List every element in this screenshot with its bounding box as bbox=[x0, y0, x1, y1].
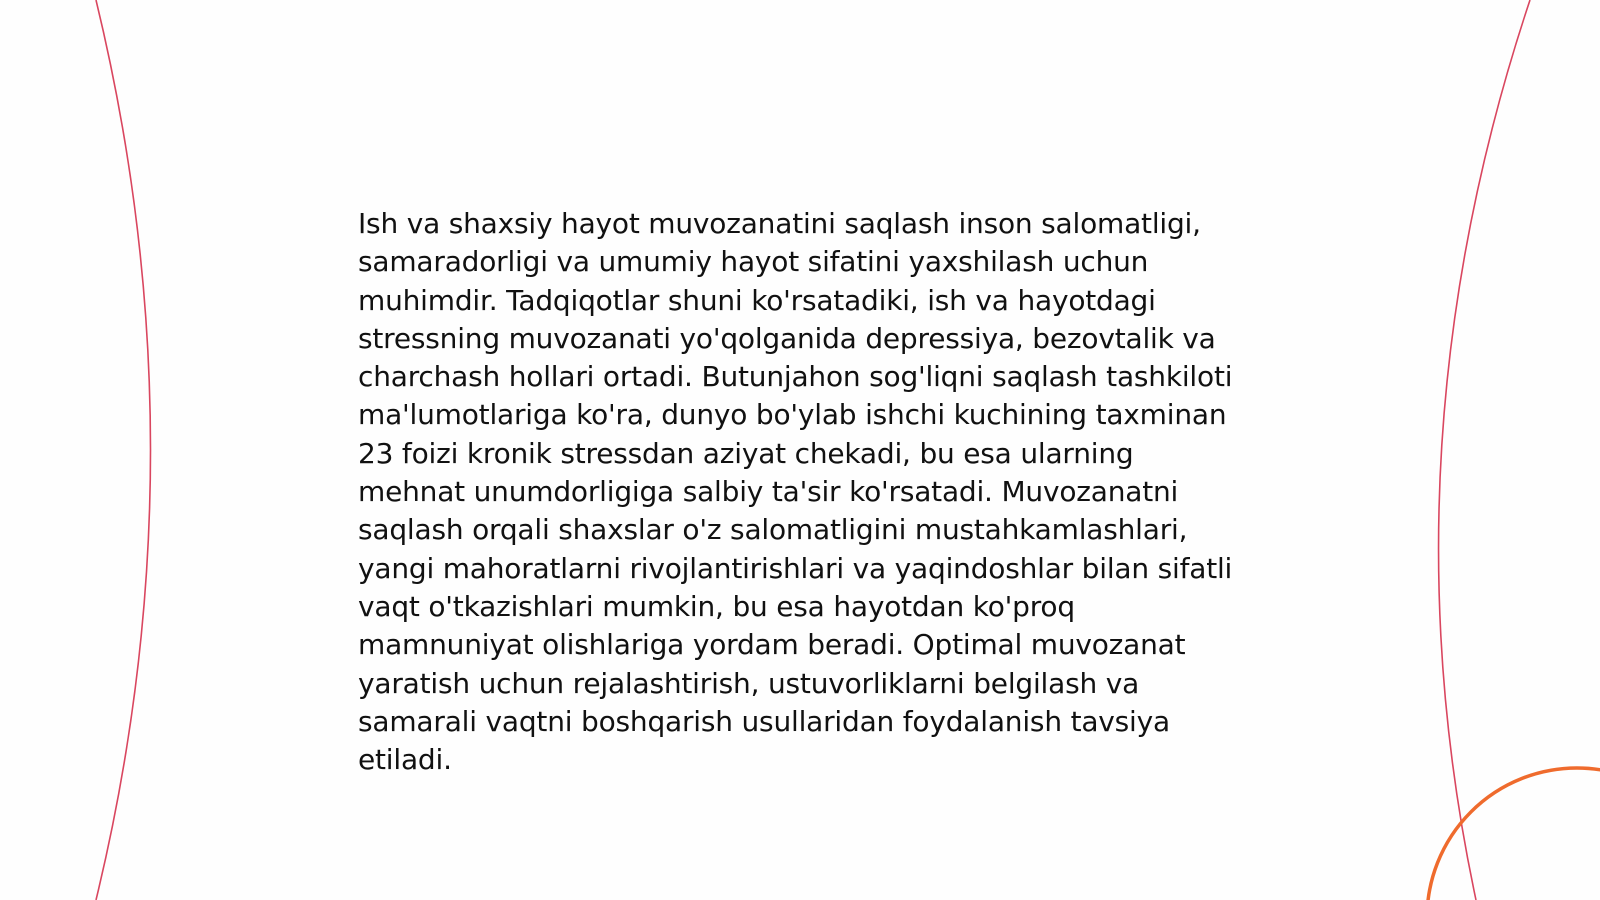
corner-circle-decoration bbox=[1427, 768, 1600, 900]
body-paragraph: Ish va shaxsiy hayot muvozanatini saqlash inson salomatligi, samaradorligi va umumiy hayot sifatini yaxshilash uchun muhimdir. Tadqiqotlar shuni ko'rsatadiki, ish va hayotdagi stressning muvozanati yo'qolganida depressiya, bezovtalik va charchash hollari ortadi. Butunjahon sog'liqni saqlash tashkiloti ma'lumotlariga ko'ra, dunyo bo'ylab ishchi kuchining taxminan 23 foizi kronik stressdan aziyat chekadi, bu esa ularning mehnat unumdorligiga salbiy ta'sir ko'rsatadi. Muvozanatni saqlash orqali shaxslar o'z salomatligini mustahkamlashlari, yangi mahoratlarni rivojlantirishlari va yaqindoshlar bilan sifatli vaqt o'tkazishlari mumkin, bu esa hayotdan ko'proq mamnuniyat olishlariga yordam beradi. Optimal muvozanat yaratish uchun rejalashtirish, ustuvorliklarni belgilash va samarali vaqtni boshqarish usullaridan foydalanish tavsiya etiladi. bbox=[358, 207, 1233, 777]
right-arc-decoration bbox=[1439, 0, 1530, 900]
left-arc-decoration bbox=[96, 0, 151, 900]
